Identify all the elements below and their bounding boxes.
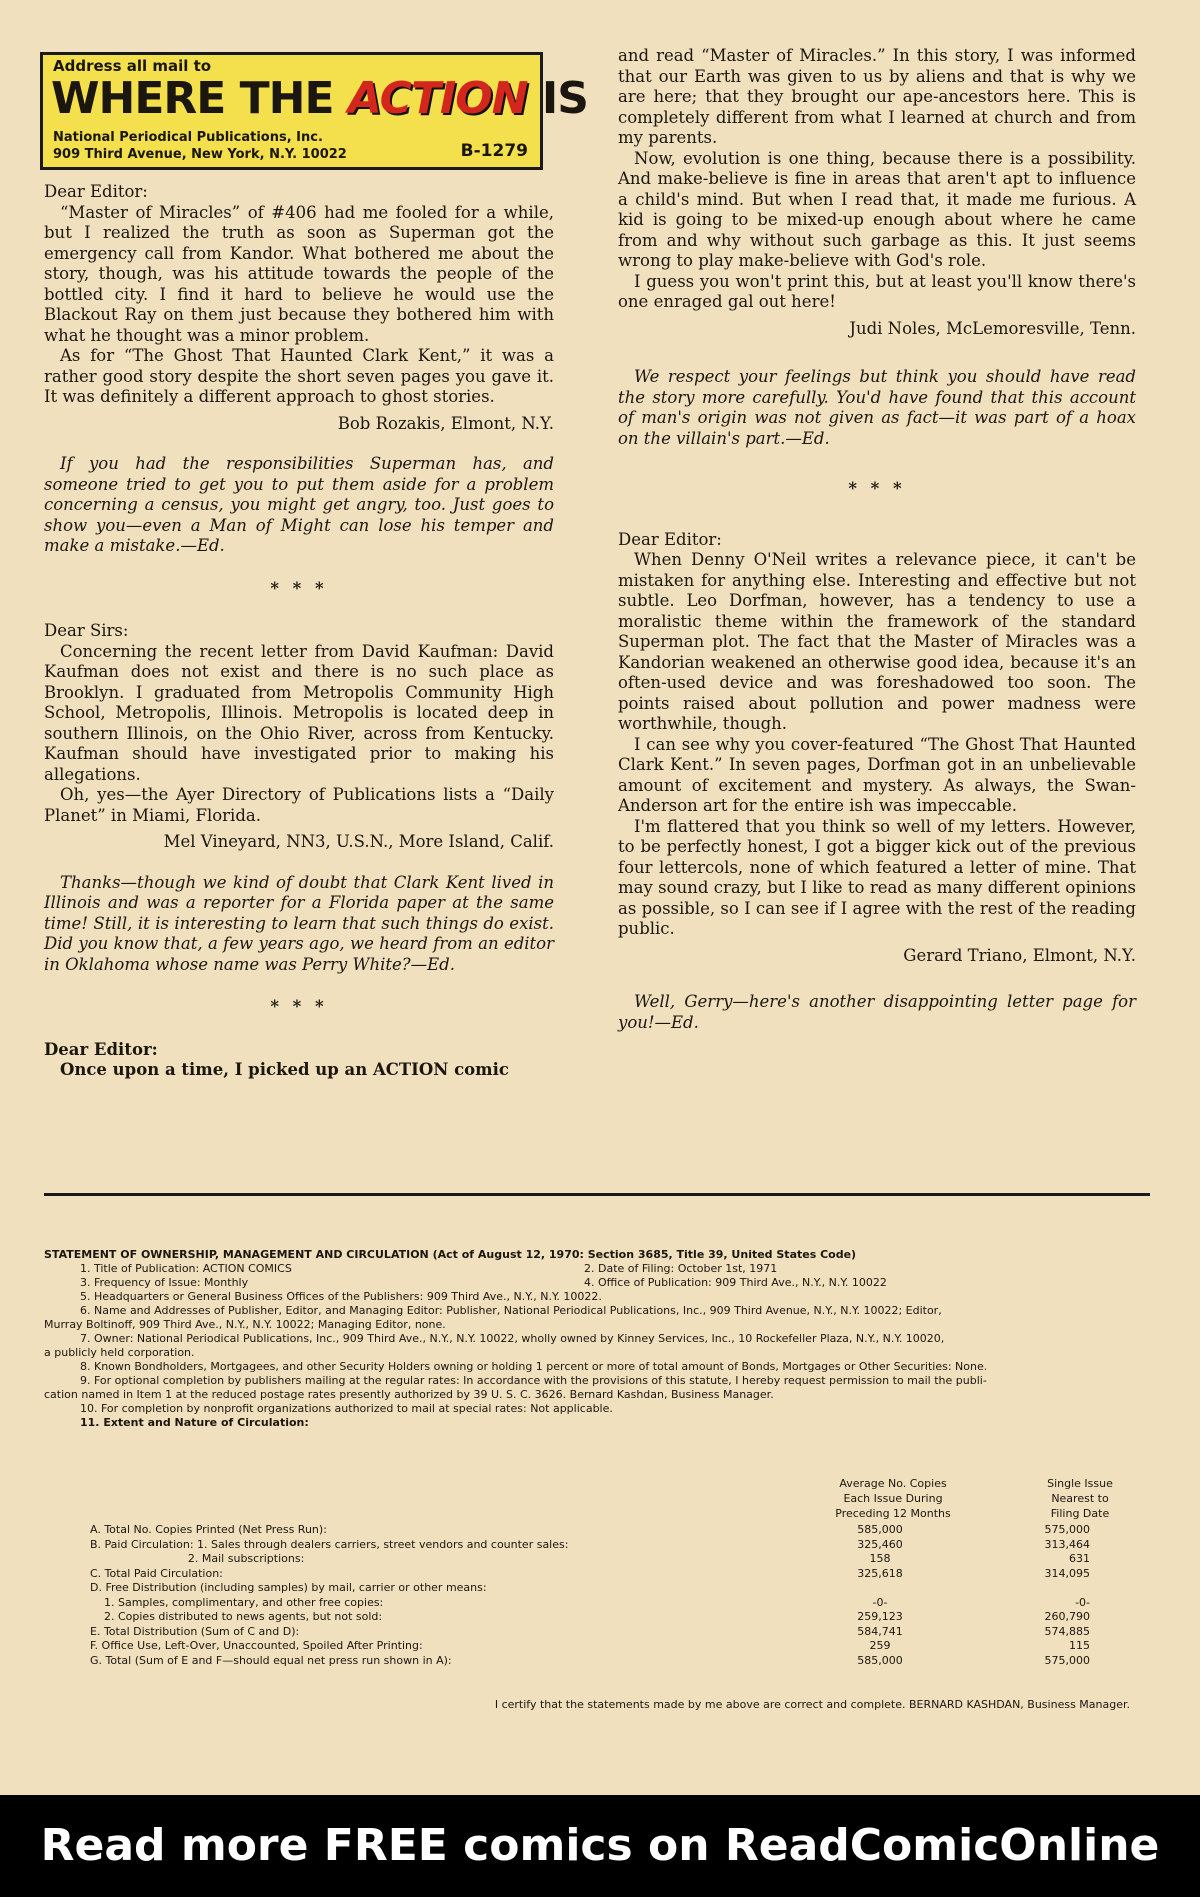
letter1-paragraph: “Master of Miracles” of #406 had me fooled for a while, but I realized the truth as soon as Superman got the emergency call from Kandor. What bothered me about the story, though, was his attitude towards the people of the bottled city. I find it hard to believe he would use the Blackout Ray on them just because they bothered him with what he thought was a minor problem. [44,202,554,345]
statement-item: 11. Extent and Nature of Circulation: [80,1416,309,1429]
circulation-single-value: 575,000 [1044,1653,1090,1667]
letter2-paragraph: Concerning the recent letter from David Kaufman: David Kaufman does not exist and there is no such place as Brooklyn. I graduated from Metropolis Community High School, Metropolis, Illinois. Metropolis is located deep in southern Illinois, on the Ohio River, across from Kentucky. Kaufman should have investigated prior to making his allegations. [44,641,554,784]
section-divider [44,1193,1150,1196]
circulation-row [90,1639,1140,1654]
right-column [618,46,1136,1033]
header-line: Each Issue During [843,1492,943,1505]
circulation-avg-value: 259,123 [857,1610,903,1623]
circulation-row [90,1538,1140,1553]
circulation-row-label: C. Total Paid Circulation: [90,1566,223,1580]
statement-item: a publicly held corporation. [44,1346,195,1359]
letter4-paragraph: I'm flattered that you think so well of my letters. However, to be perfectly honest, I got a bigger kick out of the previous four lettercols, none of which featured a letter of mine. That may sound crazy, but I like to read as many different opinions as possible, so I can see if I agree with the rest of the reading public. [618,816,1136,938]
letter1-paragraph: As for “The Ghost That Haunted Clark Kent,” it was a rather good story despite the short seven pages you gave it. It was definitely a different approach to ghost stories. [44,346,554,406]
publisher-street: 909 Third Avenue, New York, N.Y. 10022 [53,147,347,162]
statement-item: cation named in Item 1 at the reduced postage rates presently authorized by 39 U. S. C. 3626. Bernard Kashdan, Business Manager. [44,1388,774,1401]
circulation-single-value: 313,464 [1044,1537,1090,1551]
statement-item: 9. For optional completion by publishers mailing at the regular rates: In accordance with the provisions of this statute, I hereby request permission to mail the publi- [80,1374,987,1387]
ownership-statement [44,1248,1144,1430]
statement-line [44,1262,1144,1276]
letter4-signature: Gerard Triano, Elmont, N.Y. [903,945,1136,965]
circulation-avg-value: 584,741 [857,1624,903,1638]
circulation-avg-value: -0- [872,1595,888,1609]
circulation-single-value: 574,885 [1044,1624,1090,1638]
circulation-avg-value: 325,618 [857,1566,903,1580]
circulation-avg-value: 325,460 [857,1537,903,1551]
statement-item: 1. Title of Publication: ACTION COMICS [80,1262,292,1275]
circulation-single-value: 260,790 [1044,1610,1090,1623]
circulation-single-value: 631 [1069,1552,1090,1565]
circulation-row-label: F. Office Use, Left-Over, Unaccounted, Spoiled After Printing: [90,1639,423,1652]
letter1-salutation: Dear Editor: [44,182,148,201]
circulation-row [90,1523,1140,1538]
circulation-row [90,1581,1140,1596]
statement-item: 8. Known Bondholders, Mortgagees, and other Security Holders owning or holding 1 percent or more of total amount of Bonds, Mortgages or Other Securities: None. [80,1360,988,1373]
circulation-single-value: 575,000 [1044,1523,1090,1536]
letter2-signature: Mel Vineyard, NN3, U.S.N., More Island, Calif. [163,832,554,851]
letter4-editor-reply: Well, Gerry—here's another disappointing letter page for you!—Ed. [618,992,1136,1032]
title-part1: WHERE THE [51,73,334,124]
circulation-row [90,1552,1140,1567]
circulation-row [90,1610,1140,1625]
statement-item: 10. For completion by nonprofit organizations authorized to mail at special rates: Not applicable. [80,1402,613,1415]
circulation-row-label: 1. Samples, complimentary, and other free copies: [90,1595,384,1609]
circulation-row [90,1567,1140,1582]
address-label: Address all mail to [53,57,212,75]
statement-item: 6. Name and Addresses of Publisher, Editor, and Managing Editor: Publisher, National Periodical Publications, Inc., 909 Third Avenue, N.Y., N.Y. 10022; Editor, [80,1304,942,1317]
circulation-table [90,1523,1140,1668]
statement-item: 2. Date of Filing: October 1st, 1971 [584,1262,778,1275]
circulation-single-value: 115 [1069,1639,1090,1652]
letter1-editor-reply: If you had the responsibilities Superman has, and someone tried to get you to put them aside for a problem concerning a census, you might get angry, too. Just goes to show you—even a Man of Might can lose his temper and make a mistake.—Ed. [44,454,554,555]
statement-item: Murray Boltinoff, 909 Third Ave., N.Y., N.Y. 10022; Managing Editor, none. [44,1318,446,1331]
circulation-avg-value: 158 [869,1552,891,1565]
circulation-row-label: 2. Mail subscriptions: [90,1552,305,1565]
header-line: Preceding 12 Months [835,1507,951,1520]
letter2-salutation: Dear Sirs: [44,621,129,640]
letter3-salutation: Dear Editor: [44,1039,158,1059]
left-column [44,180,554,1081]
letter1-signature: Bob Rozakis, Elmont, N.Y. [337,413,554,433]
letters-header-box [40,52,588,170]
letter3-paragraph: Once upon a time, I picked up an ACTION comic [60,1060,509,1079]
promo-banner[interactable] [0,1795,1200,1897]
separator-stars: * * * [848,479,906,498]
circulation-row [90,1654,1140,1669]
certification-line: I certify that the statements made by me above are correct and complete. BERNARD KASHDAN, Business Manager. [494,1698,1130,1711]
letter3-editor-reply: We respect your feelings but think you should have read the story more carefully. You'd have found that this account of man's origin was not given as fact—it was part of a hoax on the villain's part.—Ed. [618,367,1136,448]
publisher-name: National Periodical Publications, Inc. [53,130,323,145]
issue-code: B-1279 [460,141,528,161]
title-part2: IS [541,73,588,124]
letter3-signature: Judi Noles, McLemoresville, Tenn. [849,318,1136,338]
circulation-row-label: A. Total No. Copies Printed (Net Press Run): [90,1523,327,1536]
circulation-avg-value: 585,000 [857,1523,903,1536]
statement-item: 7. Owner: National Periodical Publications, Inc., 909 Third Ave., N.Y., N.Y. 10022, wholly owned by Kinney Services, Inc., 10 Rockefeller Plaza, N.Y., N.Y. 10020, [80,1332,945,1345]
statement-item: 4. Office of Publication: 909 Third Ave., N.Y., N.Y. 10022 [584,1276,887,1289]
circulation-row [90,1596,1140,1611]
header-line: Nearest to [1051,1492,1109,1505]
header-line: Filing Date [1050,1507,1110,1520]
letter4-salutation: Dear Editor: [618,529,722,549]
header-line: Single Issue [1047,1477,1113,1490]
statement-line [44,1276,1144,1290]
circulation-row-label: G. Total (Sum of E and F—should equal net press run shown in A): [90,1653,452,1667]
separator-stars: * * * [270,997,328,1016]
letter4-paragraph: I can see why you cover-featured “The Ghost That Haunted Clark Kent.” In seven pages, Dorfman got in an unbelievable amount of excitement and mystery. As always, the Swan-Anderson art for the entire ish was impeccable. [618,734,1136,815]
circulation-row [90,1625,1140,1640]
circulation-avg-value: 585,000 [857,1653,903,1667]
separator-stars: * * * [270,578,328,598]
circulation-col1-header [828,1476,958,1521]
letter3-paragraph: I guess you won't print this, but at least you'll know there's one enraged gal out here! [618,271,1136,311]
letter4-paragraph: When Denny O'Neil writes a relevance piece, it can't be mistaken for anything else. Interesting and effective but not subtle. Leo Dorfman, however, has a tendency to use a moralistic theme within the framework of the standard Superman plot. The fact that the Master of Miracles was a Kandorian weakened an otherwise good idea, because it's an often-used device and was foreshadowed too soon. The points raised about pollution and power madness were worthwhile, though. [618,550,1136,733]
letter3-paragraph: Now, evolution is one thing, because there is a possibility. And make-believe is fine in areas that aren't apt to influence a child's mind. But when I read that, it made me furious. A kid is going to be mixed-up enough about where he came from and why without such garbage as this. It just seems wrong to play make-believe with God's role. [618,148,1136,270]
circulation-single-value: -0- [1075,1595,1090,1609]
circulation-row-label: 2. Copies distributed to news agents, but not sold: [90,1610,383,1623]
circulation-row-label: B. Paid Circulation: 1. Sales through dealers carriers, street vendors and counter sales: [90,1537,569,1551]
statement-item: 5. Headquarters or General Business Offices of the Publishers: 909 Third Ave., N.Y., N.Y. 10022. [80,1290,602,1303]
circulation-col2-header [1030,1476,1130,1521]
circulation-row-label: E. Total Distribution (Sum of C and D): [90,1624,300,1638]
circulation-avg-value: 259 [869,1639,891,1652]
letter3-continued: and read “Master of Miracles.” In this story, I was informed that our Earth was given to us by aliens and that is why we are here; that they brought our ape-ancestors here. This is completely different from what I learned at church and from my parents. [618,46,1136,147]
publisher-address [53,129,347,163]
statement-title: STATEMENT OF OWNERSHIP, MANAGEMENT AND CIRCULATION (Act of August 12, 1970: Section 3685, Title 39, United States Code) [44,1248,857,1261]
header-line: Average No. Copies [839,1477,947,1490]
letter2-paragraph: Oh, yes—the Ayer Directory of Publications lists a “Daily Planet” in Miami, Florida. [44,785,554,825]
promo-banner-text[interactable]: Read more FREE comics on ReadComicOnline [40,1820,1160,1871]
circulation-single-value: 314,095 [1044,1566,1090,1580]
statement-item: 3. Frequency of Issue: Monthly [80,1276,249,1289]
letter2-editor-reply: Thanks—though we kind of doubt that Clark Kent lived in Illinois and was a reporter for a Florida paper at the same time! Still, it is interesting to learn that such things do exist. Did you know that, a few years ago, we heard from an editor in Oklahoma whose name was Perry White?—Ed. [44,872,554,974]
circulation-row-label: D. Free Distribution (including samples) by mail, carrier or other means: [90,1581,487,1594]
action-logo: ACTION [347,73,528,124]
letters-page-title [51,73,588,125]
